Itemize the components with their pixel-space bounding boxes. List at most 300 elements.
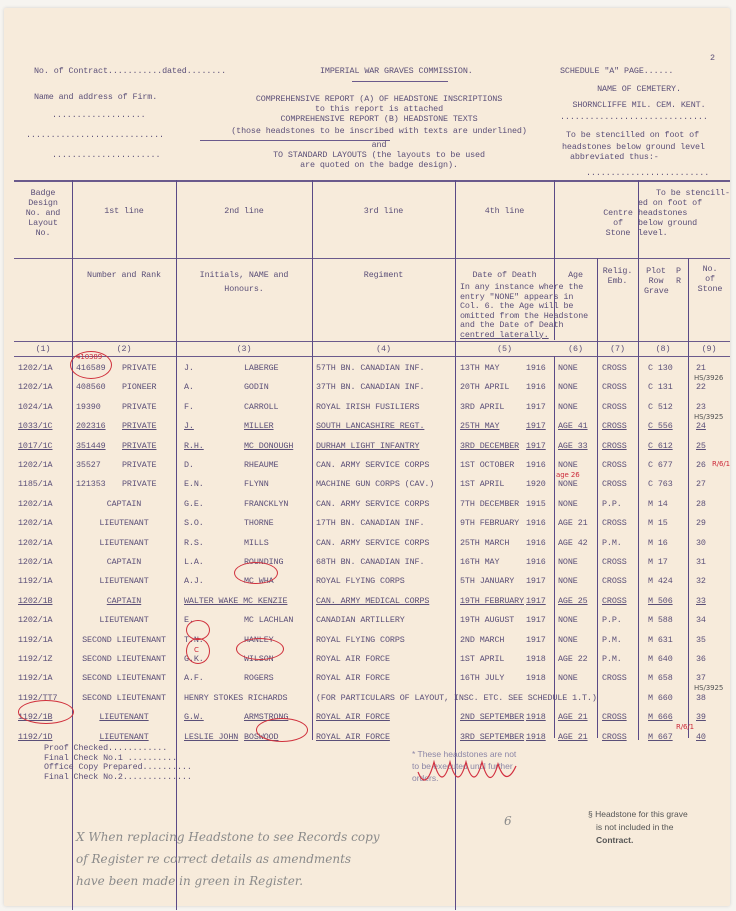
rank: CAPTAIN [106, 595, 142, 606]
stencil-dots: ......................... [586, 168, 710, 178]
stone-number: 25 [696, 440, 706, 451]
badge-no: 1033/1C [18, 421, 53, 432]
initials: J. [184, 363, 194, 373]
rank: LIEUTENANT [99, 712, 149, 723]
corrected-number: 410389 [76, 353, 103, 361]
badge-no: 1202/1A [18, 460, 53, 470]
death-year: 1918 [526, 712, 546, 723]
emblem: CROSS [602, 712, 627, 723]
plot-grave: M 424 [648, 576, 673, 587]
stone-number: 22 [696, 382, 706, 393]
red-scribble [416, 752, 546, 792]
age: NONE [558, 401, 578, 412]
column-number: (1) [35, 344, 51, 354]
col-badge-header: Badge Design No. and Layout No. [25, 188, 61, 238]
col-stencil-header: To be stencill- ed on foot of headstones below ground level. [638, 188, 730, 238]
surname: ARMSTRONG [244, 712, 289, 723]
rank: PRIVATE [122, 479, 157, 490]
badge-no: 1192/1A [18, 576, 53, 587]
age: AGE 21 [558, 518, 588, 529]
stone-number: 21 [696, 363, 706, 373]
stencil-text: To be stencilled on foot of [566, 130, 699, 140]
emblem: P.M. [602, 654, 622, 664]
hs-note-2: HS/3925 [694, 412, 724, 421]
plot-grave: M 14 [648, 498, 668, 509]
initials: HENRY STOKES RICHARDS [184, 692, 288, 703]
relig-header: Relig. Emb. [602, 266, 633, 286]
death-date: 9TH FEBRUARY [460, 518, 520, 529]
stone-number: 33 [696, 595, 706, 606]
stone-number: 36 [696, 654, 706, 664]
age: AGE 22 [558, 654, 588, 664]
death-date: 13TH MAY [460, 363, 500, 373]
emblem: CROSS [602, 518, 627, 529]
rank: PRIVATE [122, 421, 157, 432]
table-row [4, 457, 730, 475]
regiment: ROYAL AIR FORCE [316, 712, 390, 723]
age: NONE [558, 479, 578, 490]
stone-number: 34 [696, 615, 706, 626]
layouts-text: TO STANDARD LAYOUTS (the layouts to be used [273, 150, 485, 160]
and-text: and [371, 140, 387, 150]
surname: THORNE [244, 518, 274, 529]
stone-header: No. of Stone [697, 264, 723, 294]
regiment: ROYAL AIR FORCE [316, 673, 390, 684]
stone-number: 28 [696, 498, 706, 509]
rank: LIEUTENANT [99, 615, 149, 626]
rank: PRIVATE [122, 440, 157, 451]
initials: S.O. [184, 518, 204, 529]
regiment: CANADIAN ARTILLERY [316, 615, 405, 626]
death-date: 1ST APRIL [460, 654, 505, 664]
stone-number: 32 [696, 576, 706, 587]
surname: HANLEY [244, 634, 274, 645]
regiment: CAN. ARMY SERVICE CORPS [316, 537, 430, 548]
plot-grave: M 640 [648, 654, 673, 664]
table-row [4, 379, 730, 397]
badge-no: 1192/1B [18, 712, 53, 723]
death-year: 1916 [526, 518, 546, 529]
death-date: 25TH MARCH [460, 537, 510, 548]
service-number: 416589 [76, 363, 106, 373]
badge-no: 1192/1Z [18, 654, 53, 664]
emblem: CROSS [602, 595, 627, 606]
age-correction: age 26 [556, 470, 580, 479]
plot-grave: M 17 [648, 557, 668, 567]
plot-grave: M 666 [648, 712, 673, 723]
col-3rd-line-header: 3rd line [363, 206, 404, 216]
death-year: 1917 [526, 440, 546, 451]
table-row [4, 651, 730, 669]
plot-grave: C 556 [648, 421, 673, 432]
table-row [4, 632, 730, 650]
death-date: 1ST OCTOBER [460, 460, 515, 470]
age: NONE [558, 615, 578, 626]
contract-line: No. of Contract...........dated........ [34, 66, 227, 76]
regiment: ROYAL FLYING CORPS [316, 576, 405, 587]
initials: LESLIE JOHN [184, 731, 239, 742]
column-number: (6) [568, 344, 583, 354]
death-date: 3RD SEPTEMBER [460, 731, 525, 742]
death-year: 1916 [526, 363, 546, 373]
surname: BOSWOOD [244, 731, 279, 742]
stone-number: 29 [696, 518, 706, 529]
stone-number: 24 [696, 421, 706, 432]
death-year: 1916 [526, 557, 546, 567]
plot-grave: C 677 [648, 460, 673, 470]
death-year: 1917 [526, 634, 546, 645]
initials: R.H. [184, 440, 204, 451]
age: NONE [558, 634, 578, 645]
layouts-text-2: are quoted on the badge design). [300, 160, 458, 170]
report-b: COMPREHENSIVE REPORT (B) HEADSTONE TEXTS [280, 114, 478, 124]
age: NONE [558, 673, 578, 684]
emblem: CROSS [602, 479, 627, 490]
column-number: (5) [497, 344, 512, 354]
regiment: 17TH BN. CANADIAN INF. [316, 518, 425, 529]
emblem: P.M. [602, 537, 622, 548]
death-date: 7TH DECEMBER [460, 498, 520, 509]
age-header: Age [568, 270, 583, 280]
initials: E.N. [184, 479, 204, 490]
hs-note-1: HS/3926 [694, 373, 724, 382]
firm-dots-2: ............................ [26, 130, 164, 140]
death-year: 1916 [526, 382, 546, 393]
rank: SECOND LIEUTENANT [82, 634, 166, 645]
document-page [4, 8, 730, 906]
table-row [4, 612, 730, 630]
schedule-label: SCHEDULE "A" PAGE...... [560, 66, 674, 76]
table-row [4, 709, 730, 727]
regiment: ROYAL AIR FORCE [316, 654, 390, 664]
stencil-text-2: headstones below ground level [562, 142, 705, 152]
table-row [4, 399, 730, 417]
surname: MC WHA [244, 576, 274, 587]
plot-grave: M 15 [648, 518, 668, 529]
surname: MILLER [244, 421, 274, 432]
death-year: 1916 [526, 460, 546, 470]
regiment: CAN. ARMY SERVICE CORPS [316, 498, 430, 509]
death-year: 1916 [526, 537, 546, 548]
death-year: 1917 [526, 421, 546, 432]
regiment: DURHAM LIGHT INFANTRY [316, 440, 420, 451]
plot-grave: C 612 [648, 440, 673, 451]
plot-grave: M 506 [648, 595, 673, 606]
age: NONE [558, 460, 578, 470]
stone-number: 39 [696, 712, 706, 723]
col-2nd-line-header: 2nd line [224, 206, 264, 216]
regiment-header: Regiment [363, 270, 404, 280]
rank: SECOND LIEUTENANT [82, 692, 166, 703]
initials: A. [184, 382, 194, 393]
hs-note-3: HS/3925 [694, 684, 724, 692]
plot-grave: M 631 [648, 634, 673, 645]
surname: MILLS [244, 537, 269, 548]
table-row [4, 593, 730, 611]
emblem: CROSS [602, 382, 627, 393]
stone-number: 26 [696, 460, 706, 470]
plot-grave: M 588 [648, 615, 673, 626]
initials: F. [184, 401, 194, 412]
underlined-note: (those headstones to be inscribed with texts are underlined) [231, 126, 527, 136]
initials: T.N. [184, 634, 204, 645]
age-note: In any instance where the entry "NONE" appears in Col. 6. the Age will be omitted from the Headstone and the Date of Death centred laterally. [460, 282, 589, 340]
attached-text: to this report is attached [314, 104, 444, 114]
badge-no: 1202/1A [18, 498, 53, 509]
service-number: 351449 [76, 440, 106, 451]
surname: MC LACHLAN [244, 615, 294, 626]
initials: WALTER WAKE MC KENZIE [184, 595, 288, 606]
table-row [4, 438, 730, 456]
regiment: ROYAL IRISH FUSILIERS [316, 401, 420, 412]
surname: WILSON [244, 654, 274, 664]
badge-no: 1192/1A [18, 673, 53, 684]
number-rank-header: Number and Rank [87, 270, 161, 280]
headstone-note: § Headstone for this grave is not included in the Contract. [588, 809, 688, 845]
badge-no: 1192/TT7 [18, 692, 58, 703]
death-date: 5TH JANUARY [460, 576, 515, 587]
firm-label: Name and address of Firm. [34, 92, 158, 102]
regiment: CAN. ARMY MEDICAL CORPS [316, 595, 430, 606]
rank: PIONEER [122, 382, 157, 393]
table-row [4, 476, 730, 494]
table-row [4, 573, 730, 591]
rank: SECOND LIEUTENANT [82, 673, 166, 684]
age: AGE 33 [558, 440, 588, 451]
initials: D. [184, 460, 194, 470]
emblem: CROSS [602, 673, 627, 684]
report-a: COMPREHENSIVE REPORT (A) OF HEADSTONE INSCRIPTIONS [255, 94, 503, 104]
plot-grave: C 131 [648, 382, 673, 393]
emblem: CROSS [602, 576, 627, 587]
col-1st-line-header: 1st line [104, 206, 144, 216]
age: AGE 41 [558, 421, 588, 432]
age: AGE 21 [558, 712, 588, 723]
rank: LIEUTENANT [99, 518, 149, 529]
column-number: (4) [376, 344, 391, 354]
plot-grave: M 667 [648, 731, 673, 742]
regiment: MACHINE GUN CORPS (CAV.) [316, 479, 435, 490]
surname: LABERGE [244, 363, 279, 373]
emblem: P.M. [602, 634, 622, 645]
death-date: 25TH MAY [460, 421, 500, 432]
initials: E. [184, 615, 194, 626]
table-row [4, 670, 730, 688]
death-year: 1917 [526, 401, 546, 412]
emblem: CROSS [602, 421, 627, 432]
handwritten-note: X When replacing Headstone to see Records copy of Register re correct details as amendments have been made in green in Register. [76, 830, 380, 888]
honours-header: Honours. [224, 284, 264, 294]
table-row [4, 515, 730, 533]
badge-no: 1202/1A [18, 557, 53, 567]
badge-no: 1202/1A [18, 615, 53, 626]
emblem: CROSS [602, 557, 627, 567]
surname: CARROLL [244, 401, 279, 412]
stone-number: 35 [696, 634, 706, 645]
page-number: 2 [710, 53, 715, 63]
badge-no: 1185/1A [18, 479, 53, 490]
emblem: P.P. [602, 615, 622, 626]
not-executed-stamp: * These headstones are not to be executed until further orders. [412, 749, 517, 783]
cemetery-label: NAME OF CEMETERY. [597, 84, 681, 94]
death-date: 1ST APRIL [460, 479, 505, 490]
surname: GODIN [244, 382, 269, 393]
surname: ROUNDING [244, 557, 284, 567]
badge-no: 1202/1B [18, 595, 53, 606]
initials: G.E. [184, 498, 204, 509]
badge-no: 1017/1C [18, 440, 53, 451]
death-date: 20TH APRIL [460, 382, 510, 393]
service-number: 19390 [76, 401, 101, 412]
emblem: CROSS [602, 363, 627, 373]
regiment: 37TH BN. CANADIAN INF. [316, 382, 425, 393]
badge-no: 1202/1A [18, 518, 53, 529]
rank: LIEUTENANT [99, 731, 149, 742]
regiment: ROYAL AIR FORCE [316, 731, 390, 742]
death-date: 3RD APRIL [460, 401, 505, 412]
death-year: 1918 [526, 654, 546, 664]
emblem: CROSS [602, 401, 627, 412]
badge-no: 1192/1D [18, 731, 53, 742]
table-row [4, 535, 730, 553]
column-number: (3) [236, 344, 252, 354]
service-number: 202316 [76, 421, 106, 432]
service-number: 408560 [76, 382, 106, 393]
cemetery-name: SHORNCLIFFE MIL. CEM. KENT. [572, 100, 706, 110]
col-4th-line-header: 4th line [484, 206, 525, 216]
rank: PRIVATE [122, 363, 157, 373]
initials: J. [184, 421, 194, 432]
column-number: (7) [610, 344, 625, 354]
rank: LIEUTENANT [99, 576, 149, 587]
col-centre-header: Centre of Stone [603, 208, 633, 238]
badge-no: 1024/1A [18, 401, 53, 412]
regiment: 57TH BN. CANADIAN INF. [316, 363, 425, 373]
rank: SECOND LIEUTENANT [82, 654, 166, 664]
badge-no: 1202/1A [18, 537, 53, 548]
commission-title: IMPERIAL WAR GRAVES COMMISSION. [320, 66, 473, 76]
checks-block: Proof Checked............ Final Check No.1 .......... Office Copy Prepared.......... Final Check No.2.............. [44, 743, 192, 782]
age: NONE [558, 498, 578, 509]
rank: PRIVATE [122, 460, 157, 470]
death-year: 1917 [526, 595, 546, 606]
badge-no: 1192/1A [18, 634, 53, 645]
death-date: 2ND SEPTEMBER [460, 712, 525, 723]
table-row [4, 554, 730, 572]
age: NONE [558, 557, 578, 567]
death-date: 19TH FEBRUARY [460, 595, 525, 606]
stone-number: 37 [696, 673, 706, 684]
stencil-text-3: abbreviated thus:- [570, 152, 659, 162]
initials: G.W. [184, 712, 204, 723]
plot-grave: C 512 [648, 401, 673, 412]
firm-dots: ................... [52, 110, 146, 120]
regiment: ROYAL FLYING CORPS [316, 634, 405, 645]
table-row [4, 360, 730, 378]
surname: MC DONOUGH [244, 440, 294, 451]
initials: R.S. [184, 537, 204, 548]
regiment: CAN. ARMY SERVICE CORPS [316, 460, 430, 470]
plot-grave: M 16 [648, 537, 668, 548]
surname: RHEAUME [244, 460, 279, 470]
stone-number: 23 [696, 401, 706, 412]
plot-grave: M 658 [648, 673, 673, 684]
regiment: (FOR PARTICULARS OF LAYOUT, INSC. ETC. SEE SCHEDULE 1.T.) [316, 692, 597, 703]
stone-number: 31 [696, 557, 706, 567]
rank: CAPTAIN [106, 498, 142, 509]
age: NONE [558, 576, 578, 587]
surname: FRANCKLYN [244, 498, 289, 509]
rank: PRIVATE [122, 401, 157, 412]
date-header: Date of Death [472, 270, 537, 280]
initials-header: Initials, NAME and [199, 270, 289, 280]
initials: A.J. [184, 576, 204, 587]
table-row [4, 690, 730, 708]
death-year: 1920 [526, 479, 546, 490]
death-date: 2ND MARCH [460, 634, 505, 645]
c-mark: C [194, 645, 199, 654]
column-number: (9) [701, 344, 717, 354]
death-year: 1917 [526, 576, 546, 587]
badge-no: 1202/1A [18, 363, 53, 373]
emblem: CROSS [602, 460, 627, 470]
rank: CAPTAIN [106, 557, 142, 567]
r-note-2: R/6/1 [676, 723, 694, 731]
age: NONE [558, 363, 578, 373]
rank: LIEUTENANT [99, 537, 149, 548]
death-year: 1918 [526, 731, 546, 742]
column-number: (2) [116, 344, 132, 354]
page-mark: 6 [504, 814, 512, 828]
r-note-1: R/6/1 [712, 460, 730, 468]
stone-number: 40 [696, 731, 706, 742]
stone-number: 38 [696, 692, 706, 703]
death-date: 19TH AUGUST [460, 615, 515, 626]
death-year: 1918 [526, 673, 546, 684]
death-date: 16TH JULY [460, 673, 505, 684]
initials: G.K. [184, 654, 204, 664]
regiment: SOUTH LANCASHIRE REGT. [316, 421, 425, 432]
table-row [4, 418, 730, 436]
stone-number: 30 [696, 537, 706, 548]
service-number: 35527 [76, 460, 101, 470]
death-date: 16TH MAY [460, 557, 500, 567]
age: AGE 42 [558, 537, 588, 548]
emblem: P.P. [602, 498, 622, 509]
service-number: 121353 [76, 479, 106, 490]
death-year: 1917 [526, 615, 546, 626]
regiment: 68TH BN. CANADIAN INF. [316, 557, 425, 567]
plot-grave: C 763 [648, 479, 673, 490]
column-number: (8) [655, 344, 671, 354]
death-year: 1915 [526, 498, 546, 509]
emblem: CROSS [602, 440, 627, 451]
plot-header: Plot Row Grave [644, 266, 669, 296]
surname: ROGERS [244, 673, 274, 684]
age: AGE 21 [558, 731, 588, 742]
firm-dots-3: ...................... [52, 150, 161, 160]
stone-number: 27 [696, 479, 706, 490]
table-row [4, 496, 730, 514]
initials: A.F. [184, 673, 204, 684]
emblem: CROSS [602, 731, 627, 742]
initials: L.A. [184, 557, 204, 567]
death-date: 3RD DECEMBER [460, 440, 520, 451]
age: NONE [558, 382, 578, 393]
surname: FLYNN [244, 479, 269, 490]
pr-header: P R [676, 266, 681, 286]
cemetery-dots: .............................. [560, 112, 708, 122]
